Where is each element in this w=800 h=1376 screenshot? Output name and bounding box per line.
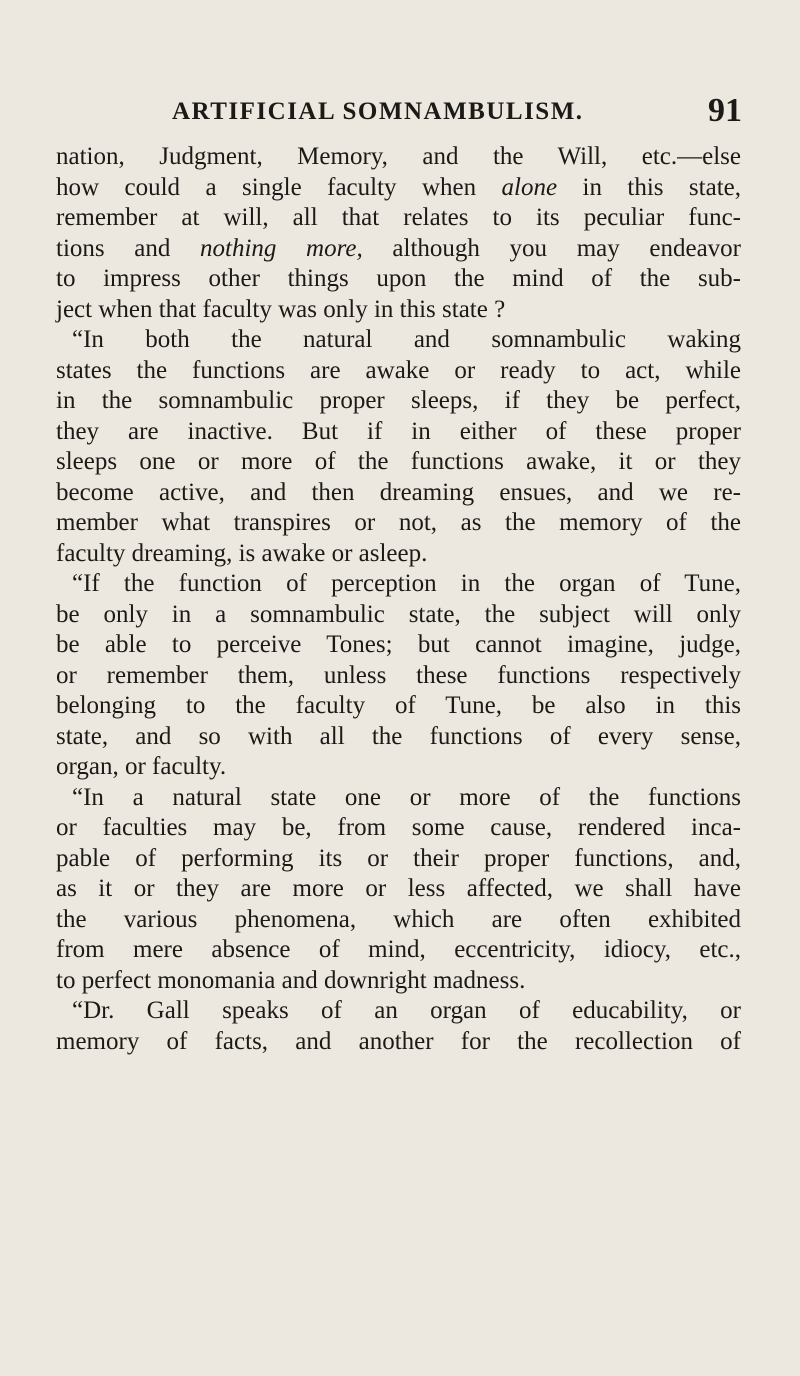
text-line: state, and so with all the functions of every sense, [56, 722, 741, 750]
text-line: memory of facts, and another for the recollection of [56, 1027, 741, 1055]
text-line: the various phenomena, which are often exhibited [56, 905, 741, 933]
text-line: pable of performing its or their proper functions, and, [56, 844, 741, 872]
text-line: from mere absence of mind, eccentricity, idiocy, etc., [56, 936, 741, 963]
text-line: tions and nothing more, although you may endeavor [56, 234, 741, 262]
text-line: “In both the natural and somnambulic waking [72, 326, 741, 353]
text-line: be only in a somnambulic state, the subject will only [56, 600, 741, 628]
text-line: or remember them, unless these functions respectively [56, 661, 741, 689]
text-line: remember at will, all that relates to its peculiar func- [56, 204, 741, 231]
text-line: member what transpires or not, as the memory of the [56, 509, 741, 536]
text-line: “Dr. Gall speaks of an organ of educability, or [72, 997, 741, 1024]
text-line: nation, Judgment, Memory, and the Will, etc.—else [56, 143, 741, 170]
text-line: “In a natural state one or more of the functions [72, 783, 741, 811]
text-line: as it or they are more or less affected, we shall have [56, 875, 741, 902]
text-line: organ, or faculty. [56, 753, 227, 780]
text-line: belonging to the faculty of Tune, be also in this [56, 692, 741, 719]
italic-emphasis: alone [501, 173, 558, 201]
text-line: or faculties may be, from some cause, rendered inca- [56, 814, 741, 841]
text-line: be able to perceive Tones; but cannot imagine, judge, [56, 631, 741, 658]
text-line: sleeps one or more of the functions awake, it or they [56, 448, 741, 475]
italic-emphasis: nothing more, [200, 234, 363, 262]
text-line: faculty dreaming, is awake or asleep. [56, 539, 428, 567]
page-number: 91 [708, 92, 742, 129]
page-header [172, 92, 742, 132]
running-title: ARTIFICIAL SOMNAMBULISM. [172, 98, 584, 125]
text-line: “If the function of perception in the organ of Tune, [72, 570, 741, 597]
text-line: in the somnambulic proper sleeps, if they be perfect, [56, 387, 741, 414]
text-line: states the functions are awake or ready to act, while [56, 356, 741, 384]
text-line: they are inactive. But if in either of these proper [56, 417, 741, 445]
body-text [56, 142, 741, 1057]
text-line: to perfect monomania and downright madness. [56, 966, 526, 994]
text-line: how could a single faculty when alone in this state, [56, 173, 741, 201]
text-line: to impress other things upon the mind of the sub- [56, 265, 741, 292]
text-line: become active, and then dreaming ensues, and we re- [56, 478, 741, 506]
text-line: ject when that faculty was only in this state ? [56, 295, 506, 323]
